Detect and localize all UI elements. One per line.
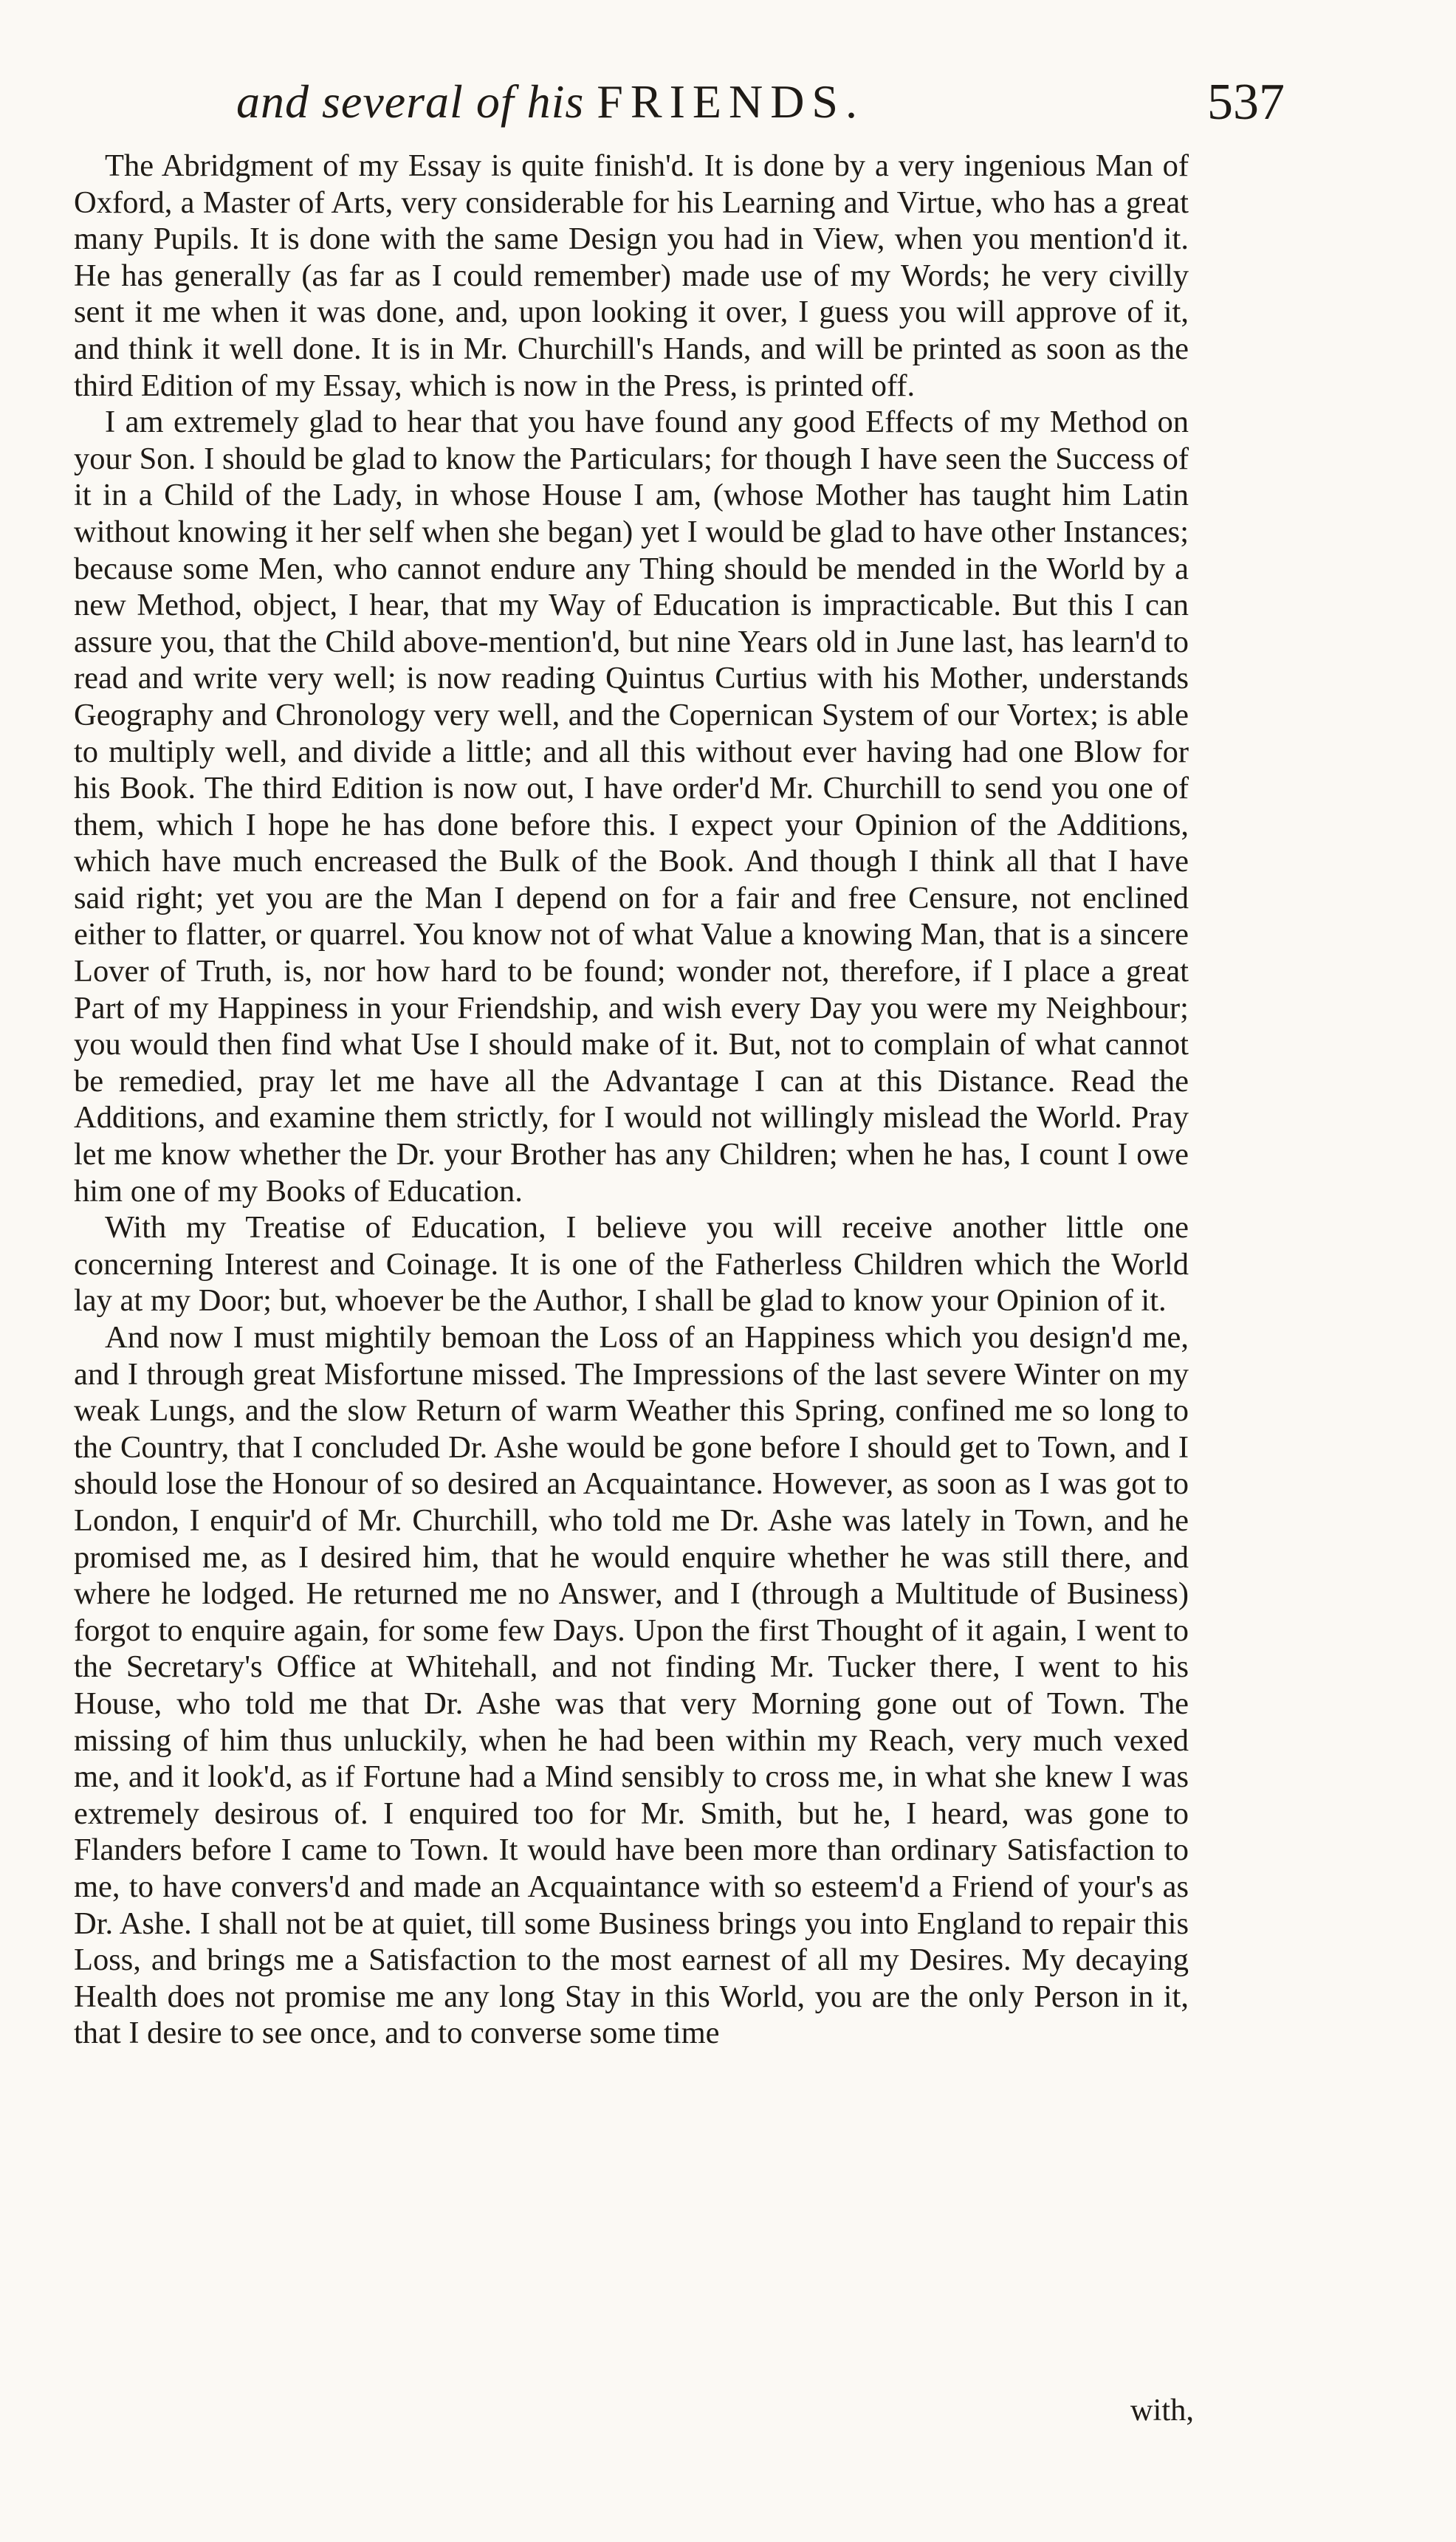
running-title: [236, 75, 865, 128]
paragraph-abridgment: The Abridgment of my Essay is quite finish'd. It is done by a very ingenious Man of Oxford, a Master of Arts, very considerable for his Learning and Virtue, who has a great many Pupils. It is done with the same Design you had in View, when you mention'd it. He has generally (as far as I could remember) made use of my Words; he very civilly sent it me when it was done, and, upon looking it over, I guess you will approve of it, and think it well done. It is in Mr. Churchill's Hands, and will be printed as soon as the third Edition of my Essay, which is now in the Press, is printed off.: [74, 148, 1189, 403]
body-text: [74, 148, 1189, 2052]
page-number: 537: [1207, 74, 1285, 131]
paragraph-treatise: With my Treatise of Education, I believe you will receive another little one concerning Interest and Coinage. It is one of the Fatherless Children which the World lay at my Door; but, whoever be the Author, I shall be glad to know your Opinion of it.: [74, 1210, 1189, 1319]
catchword: with,: [1130, 2393, 1194, 2428]
running-head: [74, 71, 1285, 145]
running-title-caps: FRIENDS.: [597, 75, 865, 128]
paragraph-method: I am extremely glad to hear that you have found any good Effects of my Method on your Son. I should be glad to know the Particulars; for though I have seen the Success of it in a Child of the Lady, in whose House I am, (whose Mother has taught him Latin without knowing it her self when she began) yet I would be glad to have other Instances; because some Men, who cannot endure any Thing should be mended in the World by a new Method, object, I hear, that my Way of Education is impracticable. But this I can assure you, that the Child above-mention'd, but nine Years old in June last, has learn'd to read and write very well; is now reading Quintus Curtius with his Mother, understands Geography and Chronology very well, and the Copernican System of our Vortex; is able to multiply well, and divide a little; and all this without ever having had one Blow for his Book. The third Edition is now out, I have order'd Mr. Churchill to send you one of them, which I hope he has done before this. I expect your Opinion of the Additions, which have much encreased the Bulk of the Book. And though I think all that I have said right; yet you are the Man I depend on for a fair and free Censure, not enclined either to flatter, or quarrel. You know not of what Value a knowing Man, that is a sincere Lover of Truth, is, nor how hard to be found; wonder not, therefore, if I place a great Part of my Happiness in your Friendship, and wish every Day you were my Neighbour; you would then find what Use I should make of it. But, not to complain of what cannot be remedied, pray let me have all the Advantage I can at this Distance. Read the Additions, and examine them strictly, for I would not willingly mislead the World. Pray let me know whether the Dr. your Brother has any Children; when he has, I count I owe him one of my Books of Education.: [74, 405, 1189, 1209]
running-title-italic: and several of his: [236, 75, 585, 128]
paragraph-bemoan: And now I must mightily bemoan the Loss of an Happiness which you design'd me, and I through great Misfortune missed. The Impressions of the last severe Winter on my weak Lungs, and the slow Return of warm Weather this Spring, confined me so long to the Country, that I concluded Dr. Ashe would be gone before I should get to Town, and I should lose the Honour of so desired an Acquaintance. However, as soon as I was got to London, I enquir'd of Mr. Churchill, who told me Dr. Ashe was lately in Town, and he promised me, as I desired him, that he would enquire whether he was still there, and where he lodged. He returned me no Answer, and I (through a Multitude of Business) forgot to enquire again, for some few Days. Upon the first Thought of it again, I went to the Secretary's Office at Whitehall, and not finding Mr. Tucker there, I went to his House, who told me that Dr. Ashe was that very Morning gone out of Town. The missing of him thus unluckily, when he had been within my Reach, very much vexed me, and it look'd, as if Fortune had a Mind sensibly to cross me, in what she knew I was extremely desirous of. I enquired too for Mr. Smith, but he, I heard, was gone to Flanders before I came to Town. It would have been more than ordinary Satisfaction to me, to have convers'd and made an Acquaintance with so esteem'd a Friend of your's as Dr. Ashe. I shall not be at quiet, till some Business brings you into England to repair this Loss, and brings me a Satisfaction to the most earnest of all my Desires. My decaying Health does not promise me any long Stay in this World, you are the only Person in it, that I desire to see once, and to converse some time: [74, 1320, 1189, 2051]
